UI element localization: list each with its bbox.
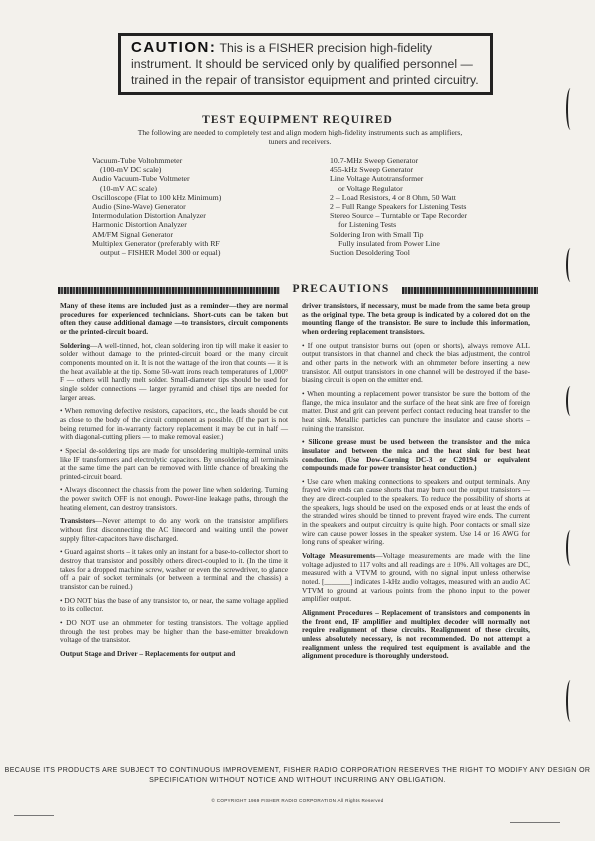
- paragraph-lead: Voltage Measurements: [302, 551, 376, 561]
- paragraph-text: • When removing defective resistors, capacitors, etc., the leads should be cut as close to the body of the circuit component as possible. (If the part is not being returned for in-warranty factory replacement it may be cut in half — with diagonal-cutting pliers — to make removal easier.): [60, 406, 288, 442]
- precautions-column-left: [60, 302, 288, 664]
- equipment-item: Oscilloscope (Flat to 100 kHz Minimum): [92, 192, 222, 202]
- paragraph: [302, 438, 530, 473]
- paragraph: [302, 302, 530, 337]
- paragraph-text: • Special de-soldering tips are made for unsoldering multiple-terminal units like IF transformers and electrolytic capacitors. By unsoldering all terminals at the same time the part can be removed with little chance of breaking the printed-circuit board.: [60, 445, 288, 481]
- equipment-item: 2 – Full Range Speakers for Listening Tests: [330, 202, 467, 212]
- caution-box: [118, 33, 493, 95]
- binder-mark: [566, 248, 575, 282]
- header-stripe-right: [402, 287, 538, 294]
- paragraph-lead: Alignment Procedures: [302, 608, 373, 617]
- scan-mark: [510, 822, 560, 823]
- equipment-item: 2 – Load Resistors, 4 or 8 Ohm, 50 Watt: [330, 192, 456, 202]
- paragraph-text: • Always disconnect the chassis from the power line when soldering. Turning the power switch OFF is not enough. Power-line leakage paths, through the heating element, can destroy transistors.: [60, 485, 288, 512]
- paragraph: [302, 390, 530, 433]
- equipment-item: Audio (Sine-Wave) Generator: [92, 202, 186, 212]
- paragraph: [60, 619, 288, 645]
- paragraph-lead: Transistors: [60, 516, 96, 526]
- equipment-item: Vacuum-Tube Voltohmmeter: [92, 156, 183, 165]
- equipment-item: or Voltage Regulator: [338, 183, 403, 193]
- equipment-item: Line Voltage Autotransformer: [330, 174, 424, 184]
- paragraph-text: driver transistors, if necessary, must be made from the same beta group as the original type. The beta group is indicated by a colored dot on the mounting flange of the transistor. Be sure to include this information, when ordering replacement transistors.: [302, 301, 530, 336]
- paragraph-text: • If one output transistor burns out (open or shorts), always remove ALL output transistors in that channel and check the bias adjustment, the control and other parts in the network with an ohmmeter before inserting a new transistor. All output transistors in one channel will be destroyed if the base-biasing circuit is open on the emitter end.: [302, 340, 530, 385]
- paragraph: [302, 342, 530, 385]
- precautions-header: [58, 284, 538, 296]
- equipment-list-left: [92, 156, 312, 257]
- equipment-item: Harmonic Distortion Analyzer: [92, 220, 187, 230]
- paragraph-text: —Voltage measurements are made with the line voltage adjusted to 117 volts and all readings are ± 10%. All voltages are DC, measured with a VTVM to ground, with no signal input unless otherwise noted. [_______] indicates 1-kHz audio voltages, measured with an audio AC VTVM to ground at various points from the phono input to the power amplifier output.: [302, 551, 530, 604]
- caution-text: This is a FISHER precision high-fidelity instrument. It should be serviced only by qualified personnel — trained in the repair of transistor equipment and printed circuitry.: [131, 41, 479, 87]
- equipment-item: Fully insulated from Power Line: [338, 238, 440, 248]
- paragraph: [60, 597, 288, 614]
- equipment-item: for Listening Tests: [338, 220, 397, 230]
- equipment-item: Intermodulation Distortion Analyzer: [92, 211, 206, 221]
- paragraph: [60, 650, 288, 659]
- equipment-item: Multiplex Generator (preferably with RF: [92, 238, 220, 248]
- binder-mark: [566, 88, 575, 130]
- equipment-list-right: [330, 156, 560, 257]
- paragraph-text: —Never attempt to do any work on the transistor amplifiers without first disconnecting the AC linecord and waiting until the power supply filter-capacitors have discharged.: [60, 516, 288, 543]
- equipment-item: Stereo Source – Turntable or Tape Recorder: [330, 211, 468, 221]
- paragraph-text: • DO NOT bias the base of any transistor to, or near, the same voltage applied to its collector.: [60, 595, 288, 614]
- paragraph: [60, 302, 288, 337]
- paragraph: [60, 517, 288, 543]
- equipment-item: output – FISHER Model 300 or equal): [100, 248, 221, 258]
- binder-mark: [566, 680, 575, 722]
- binder-mark: [566, 530, 575, 566]
- equipment-item: (10-mV AC scale): [100, 183, 158, 193]
- footer-notice: BECAUSE ITS PRODUCTS ARE SUBJECT TO CONTINUOUS IMPROVEMENT, FISHER RADIO CORPORATION RESERVES THE RIGHT TO MODIFY ANY DESIGN OR SPECIFICATION WITHOUT NOTICE AND WITHOUT INCURRING ANY OBLIGATION.: [4, 767, 591, 784]
- equipment-item: Soldering Iron with Small Tip: [330, 229, 424, 239]
- equipment-item: AM/FM Signal Generator: [92, 229, 173, 239]
- paragraph: [302, 609, 530, 661]
- paragraph-text: —A well-tinned, hot, clean soldering iron tip will make it easier to solder without damage to the printed-circuit board or the many circuit components mounted on it. It is not the wattage of the iron that counts — it is the heat available at the tip. Some 50-watt irons reach temperatures of 1,000° F — others will hardly melt solder. Small-diameter tips should be used for single solder connections — larger pyramid and chisel tips are needed for larger areas.: [60, 340, 288, 402]
- caution-word: CAUTION:: [131, 39, 217, 56]
- equipment-item: 455-kHz Sweep Generator: [330, 165, 414, 175]
- equipment-item: Suction Desoldering Tool: [330, 248, 410, 258]
- paragraph-text: Many of these items are included just as a reminder—they are normal procedures for experienced technicians. Short-cuts can be taken but often they cause additional damage —to transistors, circuit components or the printed-circuit board.: [60, 301, 288, 336]
- paragraph-text: – Replacement of transistors and components in the front end, IF amplifier and multiplex decoder will normally not require realignment of these circuits. Realignment of these circuits, unless absolutely necessary, is not recommended. Do not attempt a realignment unless the required test equipment is available and the alignment procedure is thoroughly understood.: [302, 608, 530, 661]
- precautions-title: PRECAUTIONS: [286, 283, 396, 295]
- equipment-item: (100-mV DC scale): [100, 165, 162, 175]
- paragraph-text: • Guard against shorts – it takes only an instant for a base-to-collector short to destroy that transistor and possibly others direct-coupled to it. (In the time it takes for a dropped machine screw, washer or even the screwdriver, to glance off a pair of socket terminals (or between a terminal and the chassis) a transistor can be ruined.): [60, 547, 288, 592]
- scan-mark: [14, 815, 54, 816]
- equipment-item: Audio Vacuum-Tube Voltmeter: [92, 174, 190, 184]
- copyright-line: © COPYRIGHT 1969 FISHER RADIO CORPORATION All Rights Reserved: [211, 798, 384, 803]
- paragraph: [302, 478, 530, 547]
- paragraph: [60, 548, 288, 591]
- paragraph-text: • DO NOT use an ohmmeter for testing transistors. The voltage applied through the test probes may be higher than the base-emitter breakdown voltage of the transistor.: [60, 618, 288, 645]
- precautions-column-right: [302, 302, 530, 666]
- binder-mark: [566, 386, 575, 416]
- paragraph-text: – Replacements for output and: [137, 648, 236, 658]
- paragraph-text: • Use care when making connections to speakers and output terminals. Any frayed wire ends can cause shorts that may burn out the output transistors — they are direct-coupled to the speakers. To reduce the possibility of shorts at the speakers, lugs should be used on the exposed ends or at least the ends of the stranded wires should be tinned to prevent frayed wire ends. The current in the speakers and output circuitry is quite high. Poor contacts or small size wire can cause power losses in the speaker system. Use 14 or 16 AWG for long runs of speaker wiring.: [302, 476, 530, 547]
- page-title: TEST EQUIPMENT REQUIRED: [202, 114, 393, 126]
- paragraph-lead: Output Stage and Driver: [60, 648, 138, 658]
- paragraph: [60, 407, 288, 442]
- paragraph: [60, 486, 288, 512]
- paragraph-lead: Soldering: [60, 340, 91, 350]
- intro-text: The following are needed to completely test and align modern high-fidelity instruments such as amplifiers, tuners and receivers.: [137, 128, 463, 146]
- header-stripe-left: [58, 287, 280, 294]
- paragraph: [302, 552, 530, 604]
- paragraph: [60, 342, 288, 403]
- paragraph: [60, 447, 288, 482]
- paragraph-text: • When mounting a replacement power transistor be sure the bottom of the flange, the mica insulator and the surface of the heat sink are free of foreign matter. Dust and grit can prevent perfect contact reducing heat transfer to the heat sink. Metallic particles can puncture the insulator and cause shorts – ruining the transistor.: [302, 388, 530, 433]
- paragraph-text: • Silicone grease must be used between the transistor and the mica insulator and between the mica and the heat sink for best heat conduction. (Use Dow-Corning DC-3 or C20194 or equivalent compounds made for power transistor heat conduction.): [302, 437, 530, 473]
- equipment-item: 10.7-MHz Sweep Generator: [330, 156, 419, 165]
